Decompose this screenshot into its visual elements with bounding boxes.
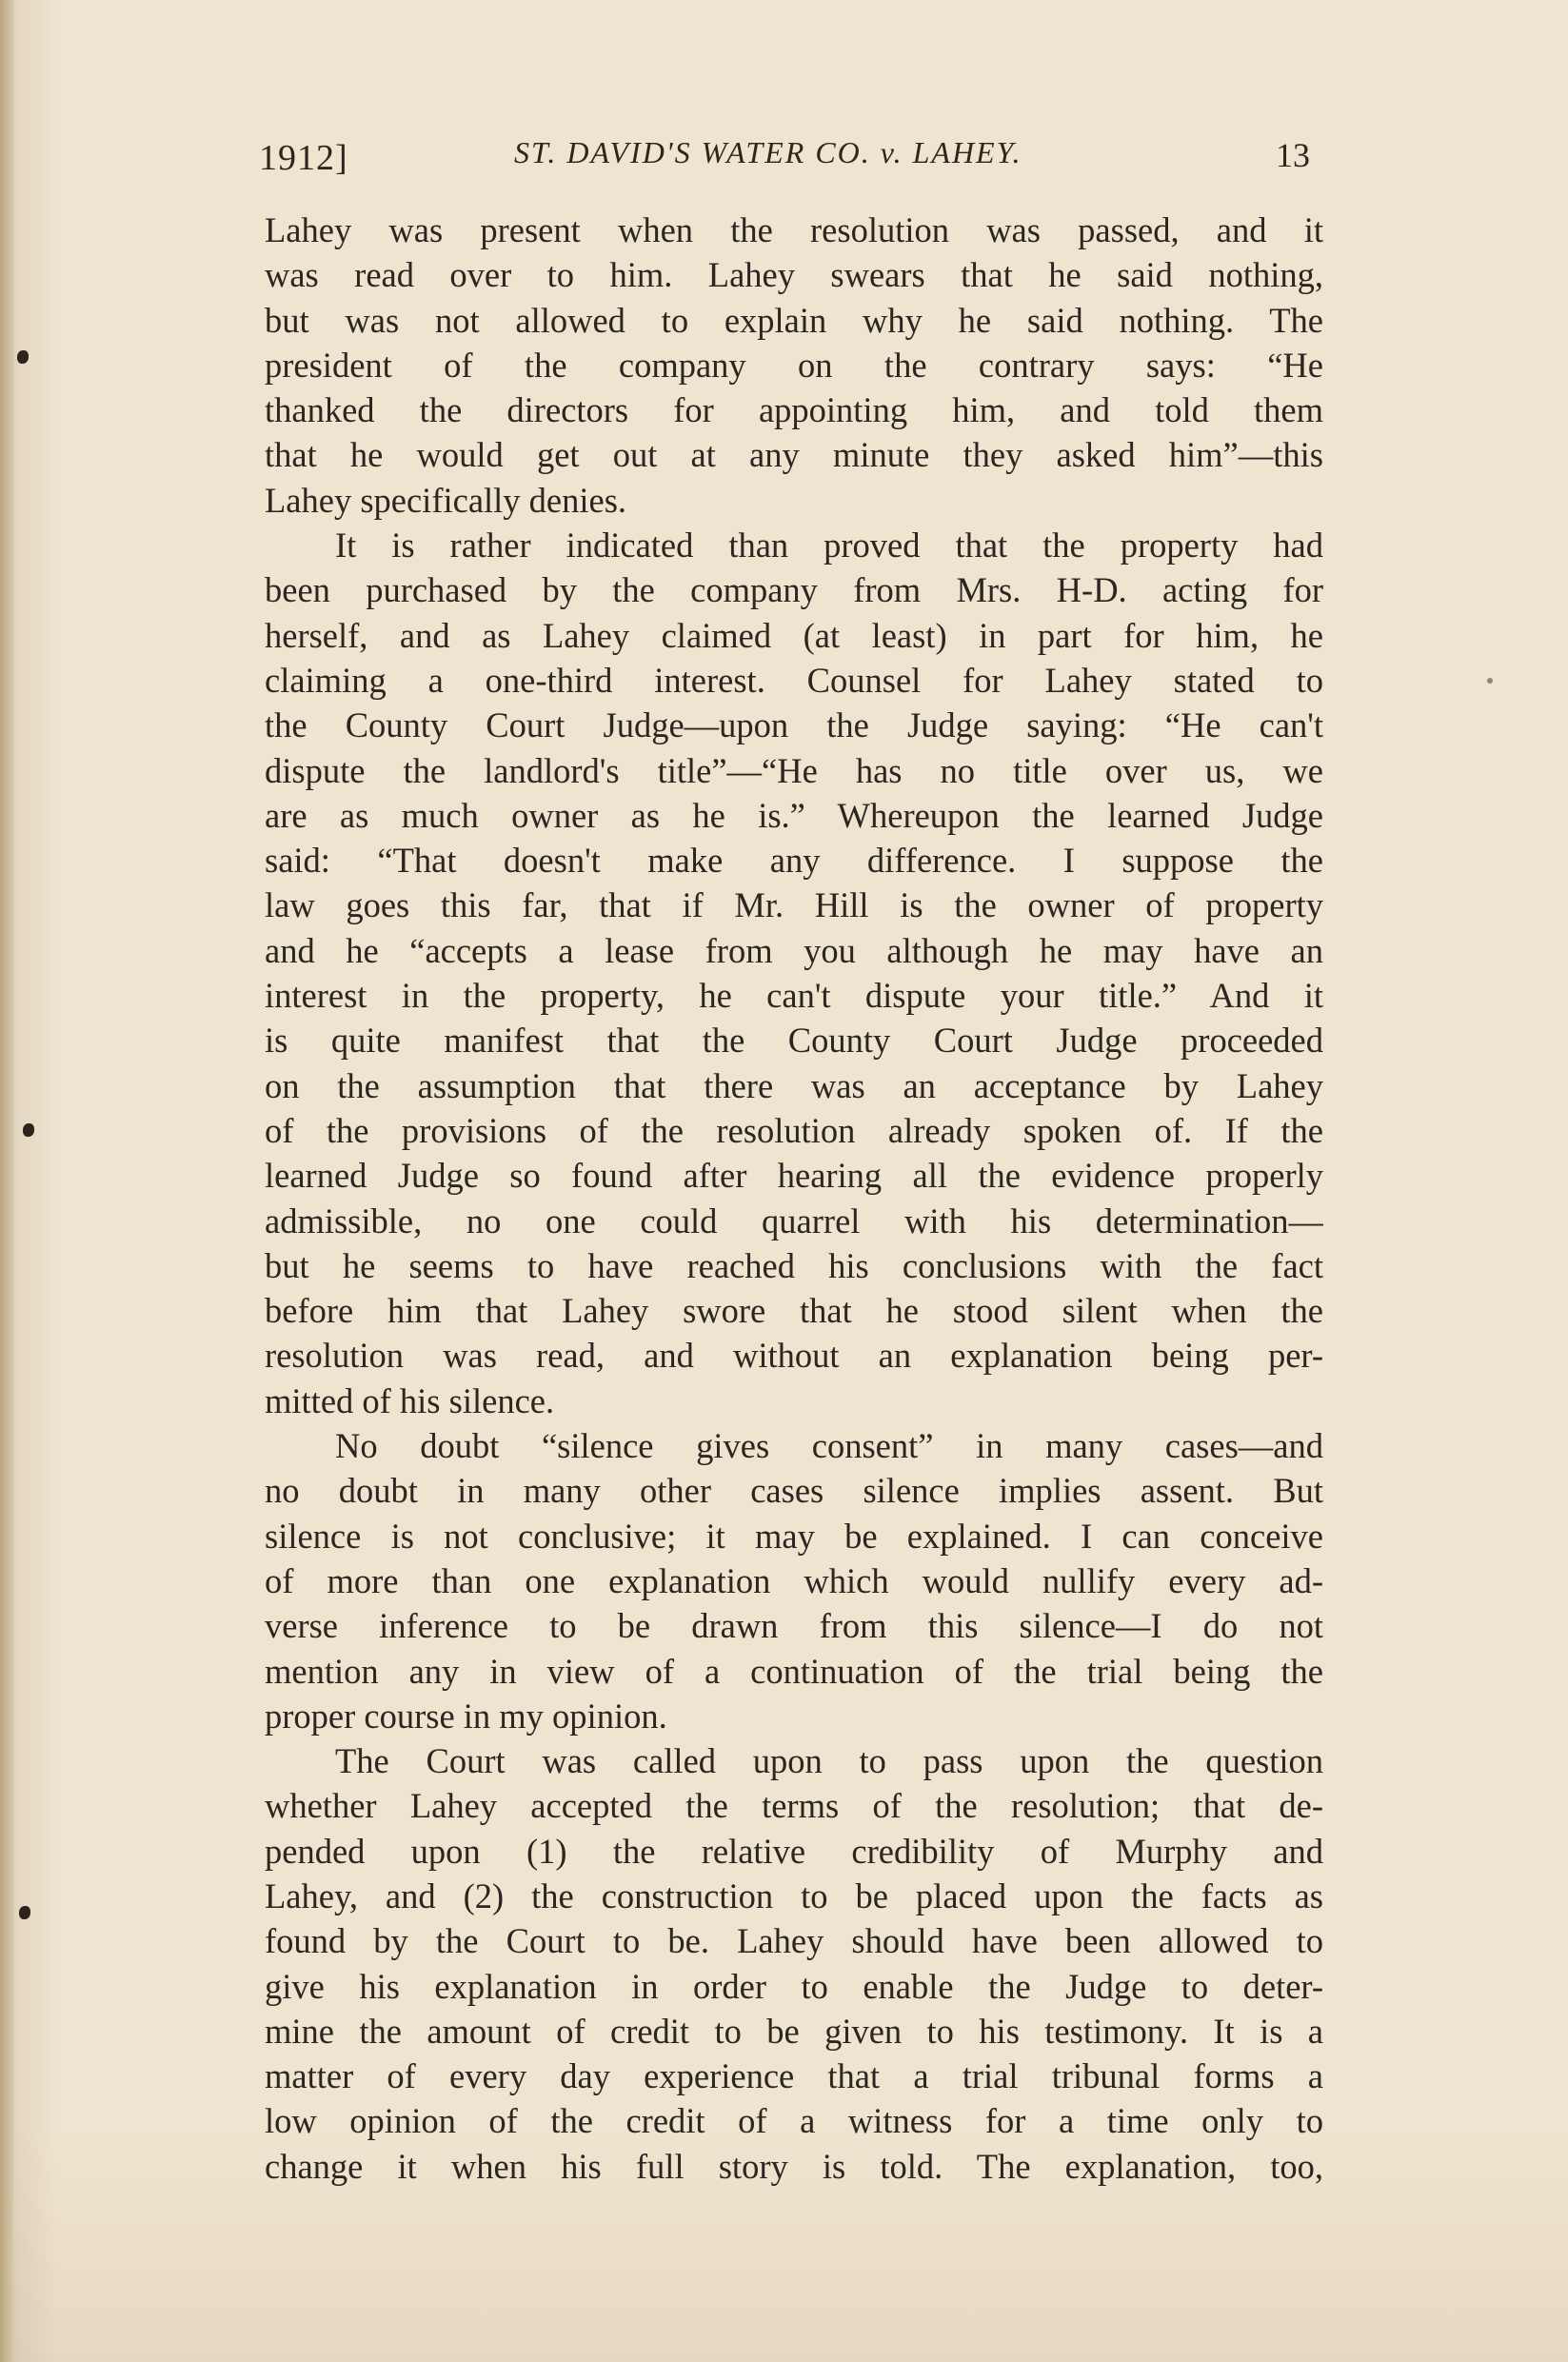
text-line: before him that Lahey swore that he stood silent when the [265, 1291, 1323, 1331]
text-line: whether Lahey accepted the terms of the resolution; that de- [265, 1786, 1323, 1826]
body-text [265, 208, 1323, 2189]
text-line: herself, and as Lahey claimed (at least) in part for him, he [265, 615, 1323, 655]
text-line: silence is not conclusive; it may be explained. I can conceive [265, 1516, 1323, 1556]
text-line: Lahey specifically denies. [265, 480, 627, 520]
running-header [259, 131, 1310, 179]
text-line: mention any in view of a continuation of the trial being the [265, 1651, 1323, 1691]
margin-ink-mark [17, 350, 29, 364]
text-line: been purchased by the company from Mrs. H-D. acting for [265, 570, 1323, 610]
text-line: found by the Court to be. Lahey should have been allowed to [265, 1921, 1323, 1961]
paragraph-first-line: No doubt “silence gives consent” in many cases—and [335, 1426, 1323, 1466]
header-year: 1912] [259, 138, 348, 178]
text-line: give his explanation in order to enable the Judge to deter- [265, 1966, 1323, 2006]
text-line: the County Court Judge—upon the Judge saying: “He can't [265, 705, 1323, 745]
text-line: Lahey was present when the resolution was passed, and it [265, 210, 1323, 249]
text-line: interest in the property, he can't dispute your title.” And it [265, 976, 1323, 1016]
text-line: of the provisions of the resolution already spoken of. If the [265, 1110, 1323, 1150]
text-line: admissible, no one could quarrel with his determination— [265, 1201, 1323, 1241]
text-line: mitted of his silence. [265, 1380, 555, 1420]
text-line: on the assumption that there was an acceptance by Lahey [265, 1065, 1323, 1105]
text-line: president of the company on the contrary says: “He [265, 345, 1323, 385]
text-line: and he “accepts a lease from you although he may have an [265, 930, 1323, 970]
text-line: Lahey, and (2) the construction to be placed upon the facts as [265, 1876, 1323, 1915]
text-line: pended upon (1) the relative credibility of Murphy and [265, 1831, 1323, 1871]
text-line: is quite manifest that the County Court Judge proceeded [265, 1021, 1323, 1061]
text-line: change it when his full story is told. The explanation, too, [265, 2146, 1323, 2186]
margin-ink-mark [19, 1906, 30, 1919]
text-line: matter of every day experience that a trial tribunal forms a [265, 2056, 1323, 2096]
margin-speck [1487, 678, 1493, 684]
text-line: was read over to him. Lahey swears that he said nothing, [265, 255, 1323, 295]
text-line: mine the amount of credit to be given to his testimony. It is a [265, 2011, 1323, 2051]
text-line: but was not allowed to explain why he said nothing. The [265, 300, 1323, 340]
running-title: ST. DAVID'S WATER CO. v. LAHEY. [514, 135, 1022, 169]
text-line: learned Judge so found after hearing all the evidence properly [265, 1156, 1323, 1196]
text-line: that he would get out at any minute they asked him”—this [265, 435, 1323, 475]
text-line: of more than one explanation which would nullify every ad- [265, 1560, 1323, 1600]
text-line: dispute the landlord's title”—“He has no title over us, we [265, 750, 1323, 790]
margin-ink-mark [23, 1123, 34, 1137]
text-line: are as much owner as he is.” Whereupon the learned Judge [265, 795, 1323, 835]
text-line: law goes this far, that if Mr. Hill is the owner of property [265, 885, 1323, 925]
text-line: but he seems to have reached his conclusions with the fact [265, 1245, 1323, 1285]
text-line: resolution was read, and without an explanation being per- [265, 1336, 1323, 1376]
text-line: thanked the directors for appointing him, and told them [265, 390, 1323, 430]
text-line: low opinion of the credit of a witness for a time only to [265, 2101, 1323, 2141]
paragraph-first-line: The Court was called upon to pass upon the question [335, 1741, 1323, 1781]
page-number: 13 [1276, 136, 1310, 174]
text-line: no doubt in many other cases silence implies assent. But [265, 1471, 1323, 1511]
text-line: verse inference to be drawn from this silence—I do not [265, 1606, 1323, 1646]
paragraph-first-line: It is rather indicated than proved that the property had [335, 526, 1323, 566]
text-line: proper course in my opinion. [265, 1696, 667, 1736]
page-gutter [0, 0, 13, 2362]
text-line: said: “That doesn't make any difference. I suppose the [265, 841, 1323, 881]
text-line: claiming a one-third interest. Counsel for Lahey stated to [265, 660, 1323, 700]
